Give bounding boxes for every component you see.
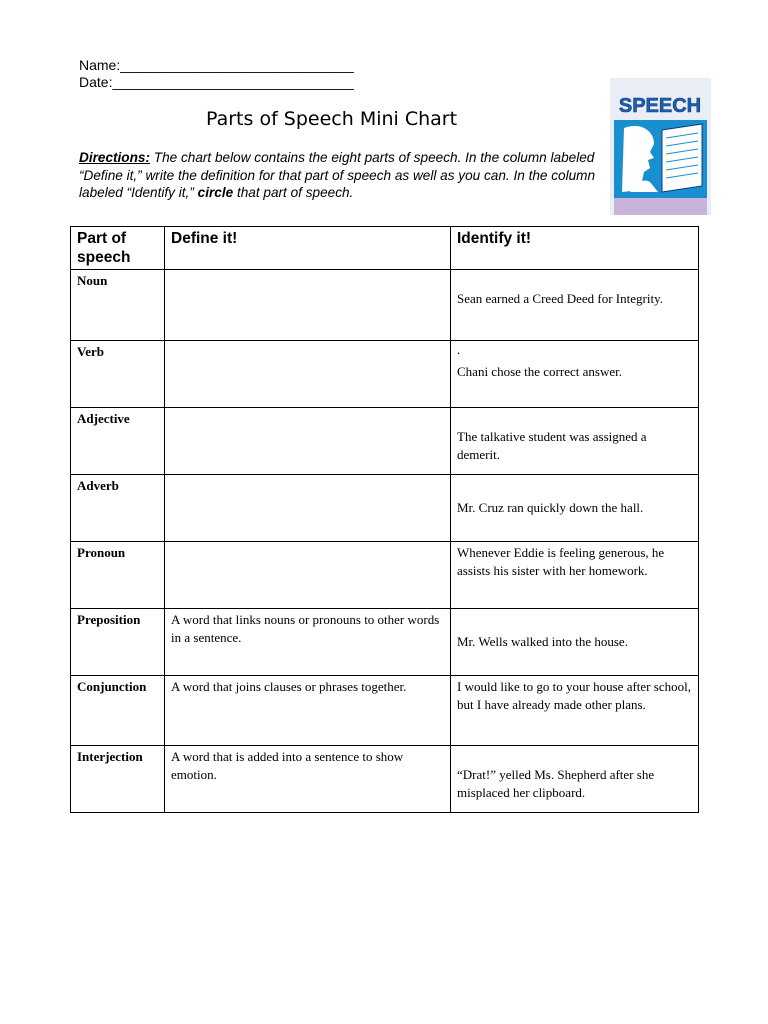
example-cell (451, 270, 699, 341)
table-row (71, 408, 699, 475)
date-field-line: Date:_______________________________ (79, 74, 354, 90)
column-header-part-of-speech: Part of speech (71, 227, 165, 270)
example-sentence: Mr. Wells walked into the house. (457, 634, 628, 649)
example-sentence: The talkative student was assigned a demerit. (457, 429, 647, 462)
table-row (71, 542, 699, 609)
example-sentence: Sean earned a Creed Deed for Integrity. (457, 291, 663, 306)
directions-label: Directions: (79, 150, 151, 165)
parts-of-speech-table (70, 226, 699, 813)
column-header-define-it: Define it! (165, 227, 451, 270)
part-of-speech-cell: Preposition (71, 609, 165, 676)
definition-cell[interactable] (165, 408, 451, 475)
table-row (71, 475, 699, 542)
part-of-speech-cell: Interjection (71, 746, 165, 813)
speech-illustration (610, 78, 711, 215)
column-header-identify-it: Identify it! (451, 227, 699, 270)
name-field-line: Name:______________________________ (79, 57, 354, 73)
definition-cell[interactable] (165, 270, 451, 341)
example-cell (451, 341, 699, 408)
directions-bold-word: circle (197, 185, 234, 200)
part-of-speech-cell: Adverb (71, 475, 165, 542)
example-sentence: Whenever Eddie is feeling generous, he assists his sister with her homework. (457, 545, 665, 578)
example-cell (451, 542, 699, 609)
page-title: Parts of Speech Mini Chart (206, 108, 458, 130)
stray-mark: . (457, 342, 461, 357)
table-header-row (71, 227, 699, 270)
directions-text-2: that part of speech. (233, 185, 354, 200)
example-cell (451, 475, 699, 542)
part-of-speech-cell: Conjunction (71, 676, 165, 746)
example-cell (451, 609, 699, 676)
example-sentence: “Drat!” yelled Ms. Shepherd after she misplaced her clipboard. (457, 767, 655, 800)
part-of-speech-cell: Pronoun (71, 542, 165, 609)
speech-logo-word: SPEECH (618, 95, 702, 117)
table-row (71, 746, 699, 813)
definition-cell[interactable] (165, 542, 451, 609)
example-sentence: I would like to go to your house after school, but I have already made other plans. (457, 679, 691, 712)
example-sentence: Chani chose the correct answer. (457, 364, 622, 379)
example-sentence: Mr. Cruz ran quickly down the hall. (457, 500, 644, 515)
example-cell (451, 746, 699, 813)
table-row (71, 341, 699, 408)
directions-paragraph (79, 149, 599, 202)
definition-cell[interactable] (165, 475, 451, 542)
part-of-speech-cell: Adjective (71, 408, 165, 475)
example-cell (451, 408, 699, 475)
definition-cell: A word that joins clauses or phrases together. (165, 676, 451, 746)
table-row (71, 676, 699, 746)
directions-text-1: The chart below contains the eight parts of speech. In the column labeled “Define it,” write the definition for that part of speech as well as you can. In the column labeled “Identify it,” (79, 150, 596, 200)
part-of-speech-cell: Verb (71, 341, 165, 408)
table-row (71, 270, 699, 341)
part-of-speech-cell: Noun (71, 270, 165, 341)
definition-cell: A word that links nouns or pronouns to other words in a sentence. (165, 609, 451, 676)
definition-cell: A word that is added into a sentence to show emotion. (165, 746, 451, 813)
example-cell (451, 676, 699, 746)
definition-cell[interactable] (165, 341, 451, 408)
table-row (71, 609, 699, 676)
